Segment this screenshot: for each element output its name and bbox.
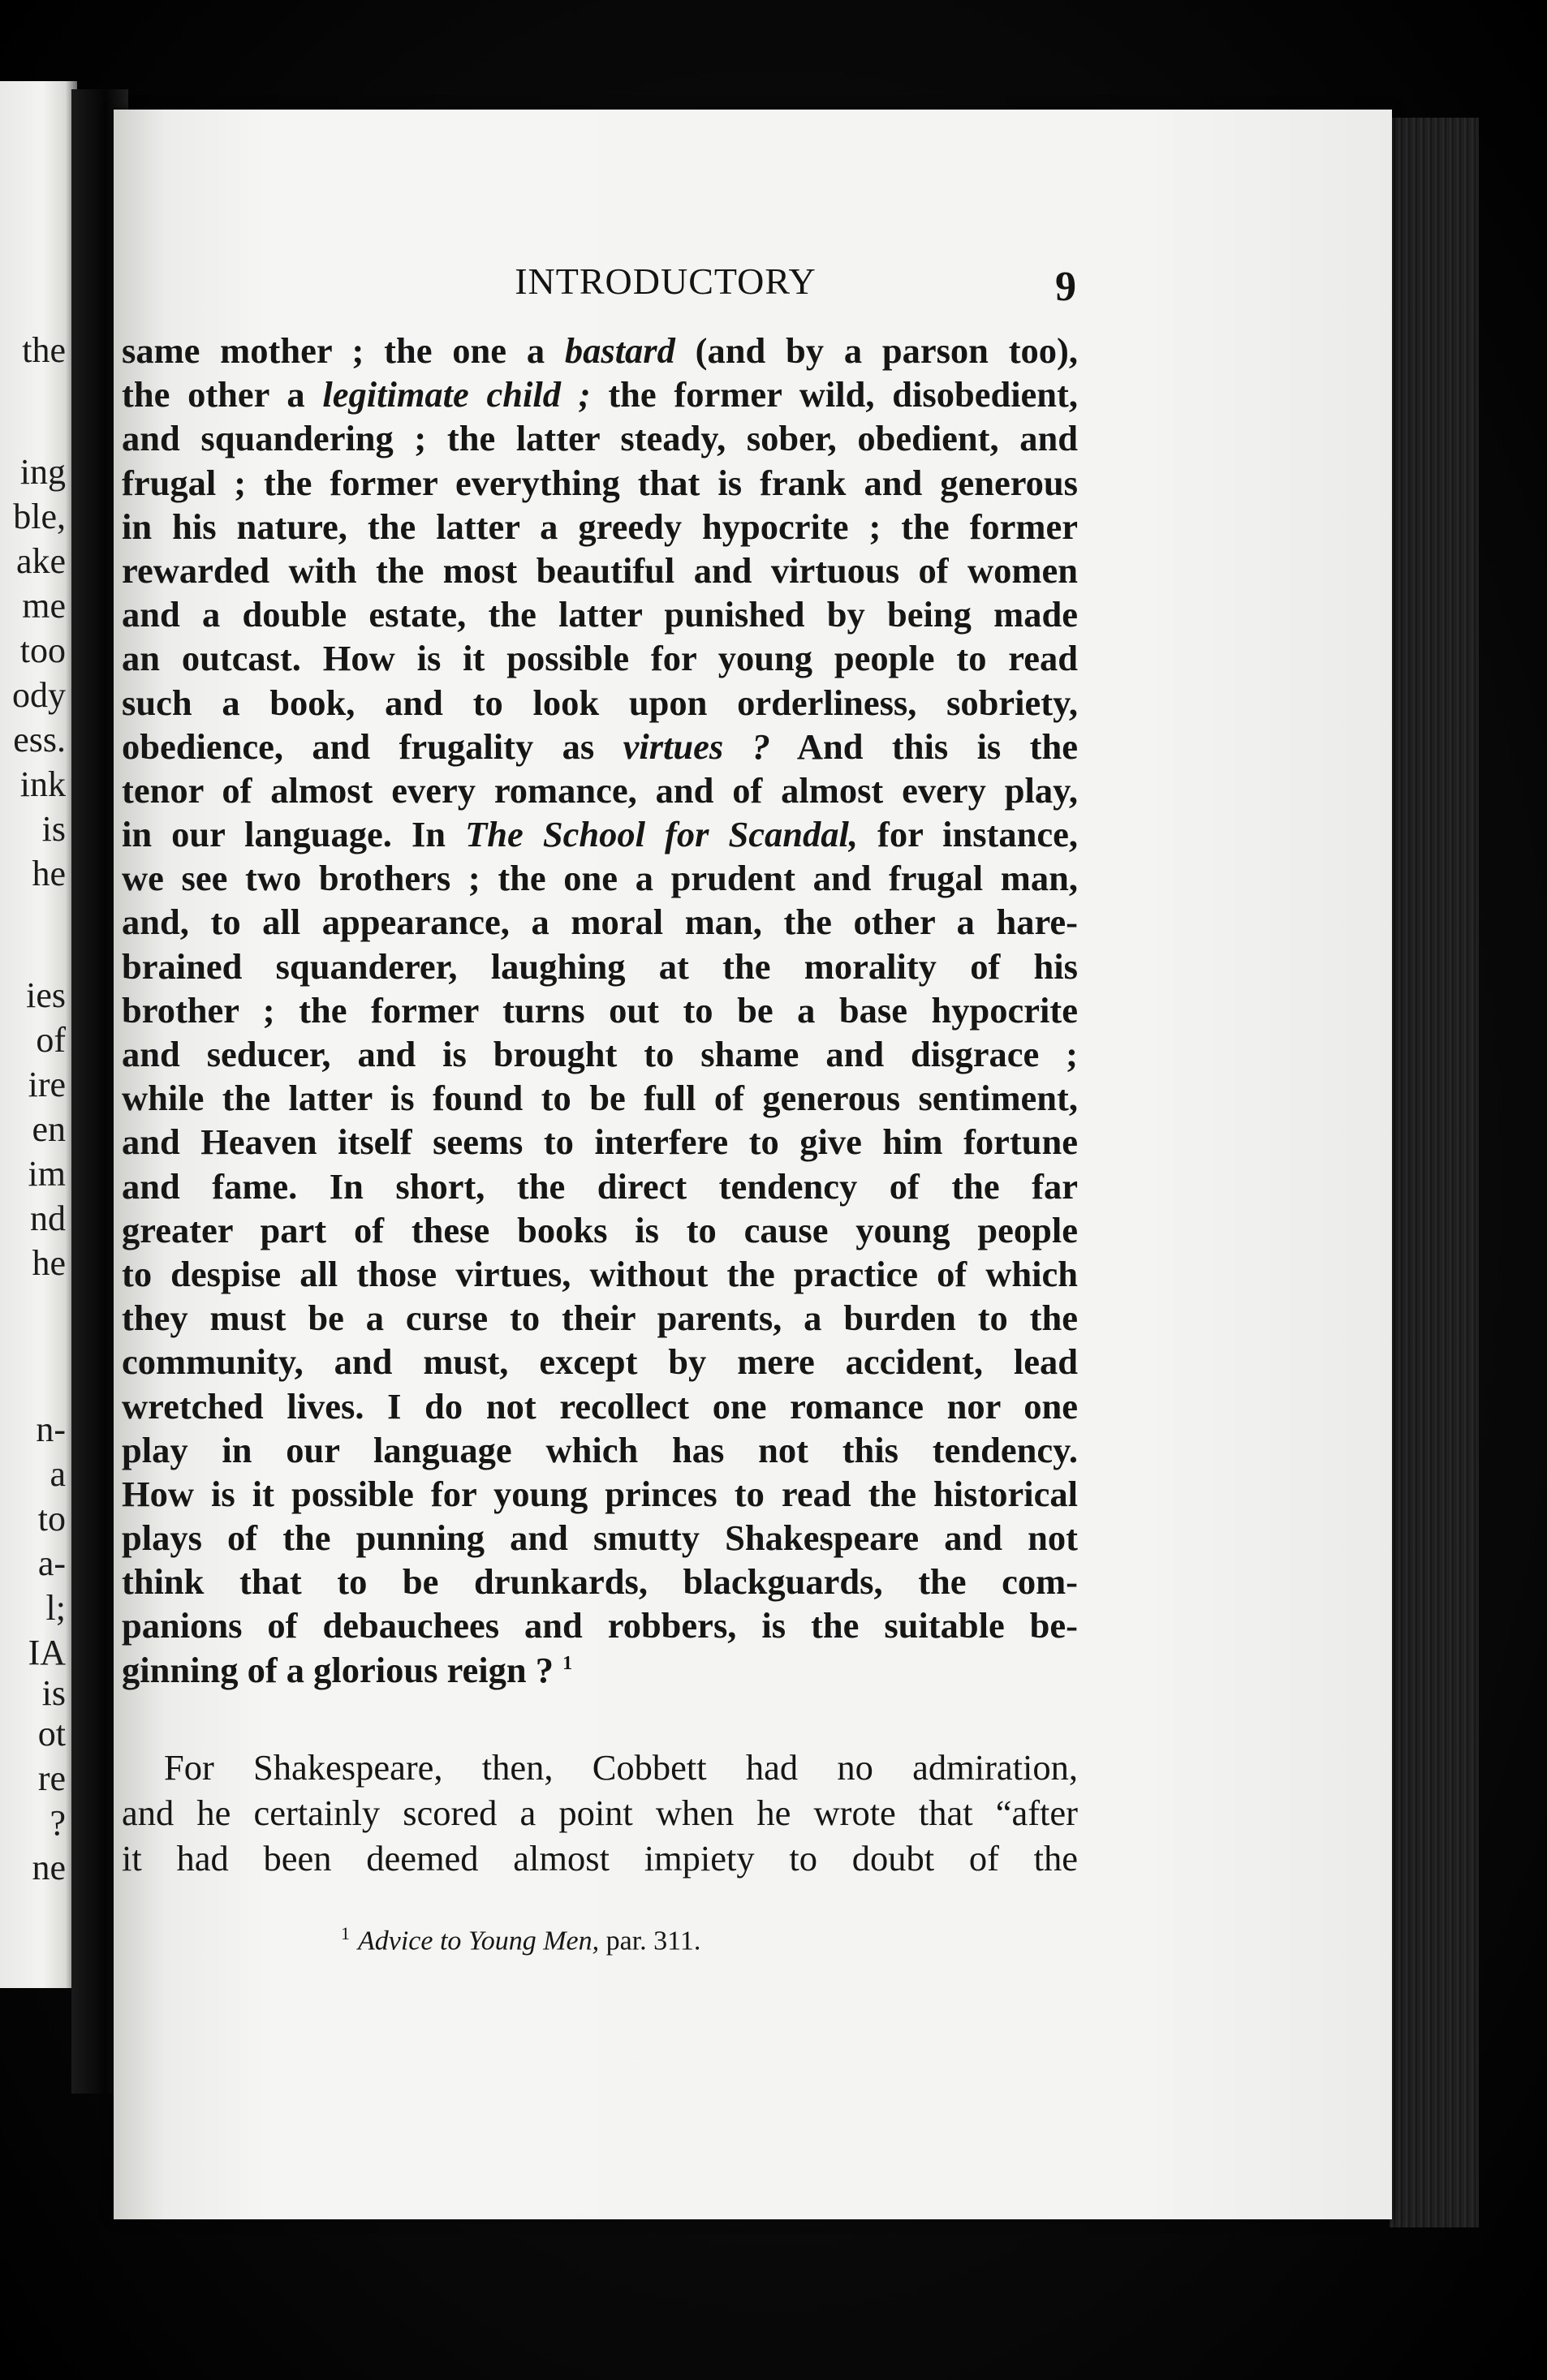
text-run: and seducer, and is brought to shame and disgrace ; [122,1034,1078,1074]
text-line [122,945,1078,988]
text-line [122,681,1078,725]
facing-page-fragment: ink [19,764,66,804]
facing-page-fragment: he [32,1243,66,1283]
facing-page-fragment: l; [45,1588,66,1628]
text-line: it had been deemed almost impiety to doubt of the [122,1838,1078,1879]
text-line [122,1032,1078,1076]
text-line [122,856,1078,900]
text-line [122,592,1078,636]
text-line [122,1120,1078,1164]
text-line [122,1560,1078,1603]
text-run: they must be a curse to their parents, a burden to the [122,1298,1078,1339]
facing-page-fragment: nd [30,1199,66,1238]
facing-page-fragment: me [22,586,66,626]
text-line [122,1428,1078,1472]
text-line [122,505,1078,549]
text-line [122,1296,1078,1340]
text-line [122,812,1078,856]
text-run: an outcast. How is it possible for young people to read [122,638,1078,679]
facing-page-fragment: n- [36,1409,66,1449]
text-run: same mother ; the one a [122,330,565,371]
text-line: For Shakespeare, then, Cobbett had no admiration, [164,1747,1078,1788]
text-line [122,1603,1078,1647]
text-line [122,1252,1078,1296]
footnote-reference: par. 311. [599,1926,701,1956]
text-run: in our language. In [122,814,466,855]
italic-text-run: The School for Scandal, [465,814,858,855]
text-line [122,636,1078,680]
body-paragraph-2 [122,1745,1078,1881]
footnote-mark: 1 [341,1923,350,1943]
facing-page-fragment: the [22,330,66,370]
text-run: such a book, and to look upon orderliness, sobriety, [122,682,1078,723]
text-line: and he certainly scored a point when he wrote that “after [122,1793,1078,1833]
facing-page-fragment: ake [15,541,66,581]
italic-text-run: legitimate child ; [322,374,591,415]
text-line [122,1076,1078,1120]
text-run: the other a [122,374,323,415]
text-run: for instance, [857,814,1078,855]
italic-text-run: bastard [564,330,675,371]
text-run: tenor of almost every romance, and of almost every play, [122,769,1078,811]
text-run: (and by a parson too), [674,330,1078,371]
page-header [114,260,1392,308]
facing-page-fragment: re [37,1758,66,1798]
facing-page-fragment: ble, [13,497,66,536]
text-run: and Heaven itself seems to interfere to give him fortune [122,1121,1078,1163]
facing-page-fragment: he [32,854,66,893]
text-line [122,329,1078,372]
facing-page-fragment: a [50,1454,66,1494]
text-run: wretched lives. I do not recollect one romance nor one [122,1385,1078,1427]
italic-text-run: virtues ? [623,725,770,767]
text-line [122,1472,1078,1516]
text-line [122,461,1078,505]
facing-page-fragment: IA [28,1633,66,1672]
text-run: to despise all those virtues, without the practice of which [122,1253,1078,1294]
text-run: while the latter is found to be full of generous sentiment, [122,1078,1078,1119]
page-number: 9 [1055,264,1076,310]
text-run: and a double estate, the latter punished by being made [122,594,1078,635]
text-run: plays of the punning and smutty Shakespeare and not [122,1517,1078,1559]
text-line [122,988,1078,1032]
page-edge-stack [1390,118,1479,2227]
text-line [122,768,1078,812]
facing-page-fragment: a- [37,1543,66,1583]
text-line [122,900,1078,944]
text-run: and fame. In short, the direct tendency of the far [122,1165,1078,1207]
facing-page-fragment: ing [19,452,66,492]
facing-page-fragment: ne [32,1848,66,1887]
facing-page-fragment: to [37,1499,66,1539]
facing-page-fragment: en [32,1109,66,1149]
text-run: greater part of these books is to cause young people [122,1209,1078,1250]
facing-page-fragment: is [41,1673,66,1713]
text-run: panions of debauchees and robbers, is the suitable be- [122,1605,1078,1646]
text-line [122,1516,1078,1560]
text-run: community, and must, except by mere accident, lead [122,1341,1078,1383]
text-line [122,416,1078,460]
text-run: obedience, and frugality as [122,725,623,767]
text-run: brained squanderer, laughing at the morality of his [122,945,1078,987]
facing-page-fragment: too [19,631,66,670]
text-run: and squandering ; the latter steady, sober, obedient, and [122,418,1078,459]
facing-page-fragment: im [28,1154,66,1194]
text-run: in his nature, the latter a greedy hypocrite ; the former [122,506,1078,547]
footnote [341,1923,700,1956]
text-line [122,549,1078,592]
running-head: INTRODUCTORY [515,260,817,302]
text-line [122,725,1078,768]
text-run: play in our language which has not this tendency. [122,1429,1078,1470]
text-line [122,372,1078,416]
text-line [122,1340,1078,1384]
text-run: the former wild, disobedient, [590,374,1079,415]
text-run: think that to be drunkards, blackguards, the com- [122,1561,1078,1603]
facing-page-fragment: is [41,809,66,849]
facing-page-text-fragments [0,81,77,1988]
facing-page-left [0,81,77,1988]
text-line [122,1648,1078,1692]
text-run: rewarded with the most beautiful and virtuous of women [122,549,1078,591]
facing-page-fragment: ire [28,1065,66,1104]
facing-page-fragment: ot [37,1714,66,1754]
text-run: brother ; the former turns out to be a base hypocrite [122,989,1078,1031]
text-line [122,1384,1078,1428]
text-run: we see two brothers ; the one a prudent and frugal man, [122,858,1078,899]
footnote-source-title: Advice to Young Men, [358,1926,600,1956]
facing-page-fragment: ody [12,675,66,715]
text-run: And this is the [769,725,1078,767]
facing-page-fragment: ies [26,975,66,1015]
text-line [122,1164,1078,1208]
text-run: ginning of a glorious reign ? [122,1649,563,1690]
facing-page-fragment: ? [50,1803,66,1843]
facing-page-fragment: ess. [13,720,66,760]
text-run: and, to all appearance, a moral man, the other a hare- [122,902,1078,943]
text-run: frugal ; the former everything that is frank and generous [122,462,1078,503]
text-line [122,1208,1078,1252]
text-run: How is it possible for young princes to read the historical [122,1473,1078,1514]
body-paragraph-1 [122,329,1078,1692]
footnote-reference-mark: 1 [562,1652,573,1674]
facing-page-fragment: of [36,1020,66,1060]
